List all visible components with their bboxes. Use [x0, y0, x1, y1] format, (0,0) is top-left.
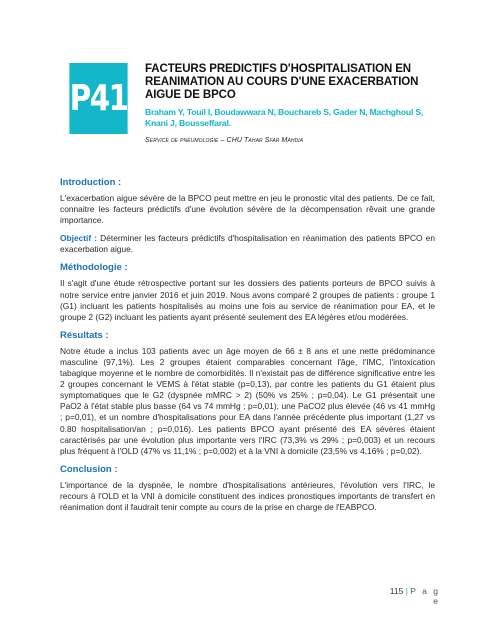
conclusion-text: L'importance de la dyspnée, le nombre d'hospitalisations antérieures, l'évolution vers l'IRC, le recours à l'OLD et la VNI à domicile constituent des indices pronostiques importants de transfert en réanimation dont il faudrait tenir compte au cours de la prise en charge de l'EABPCO. [60, 479, 435, 512]
poster-code-badge [69, 63, 127, 134]
service-name: CHU Tahar Sfar Mahdia [226, 137, 304, 144]
poster-title: FACTEURS PREDICTIFS D'HOSPITALISATION EN REANIMATION AU COURS D'UNE EXACERBATION AIGUE DE BPCO [145, 63, 419, 101]
introduction-text: L'exacerbation aigue sévère de la BPCO peut mettre en jeu le pronostic vital des patients. De ce fait, connaitre les facteurs prédictifs d'une évolution sévère de la décompensation rêvait une grande importance. [60, 193, 435, 226]
abstract-body [60, 177, 435, 513]
poster-service [145, 137, 445, 144]
poster-code: P41 [69, 78, 128, 119]
objective-paragraph [60, 233, 435, 255]
objective-label: Objectif : [60, 233, 98, 244]
results-heading: Résultats : [60, 329, 109, 341]
page-number: 115 [389, 586, 404, 596]
service-prefix: Service de pneumologie – [145, 137, 225, 144]
introduction-heading: Introduction : [60, 177, 122, 188]
page-footer [380, 586, 440, 606]
page-label: P a g e [410, 586, 440, 606]
conclusion-heading: Conclusion : [60, 463, 118, 475]
poster-authors: Braham Y, Touil I, Boudawwara N, Bouchareb S, Gader N, Machghoul S, Knani J, Bousseffaral. [145, 107, 424, 128]
methodology-text: Il s'agit d'une étude rétrospective portant sur les dossiers des patients porteurs de BPCO suivis à notre service entre janvier 2016 et juin 2019. Nous avons comparé 2 groupes de patients : groupe 1 (G1) incluant les patients hospitalisés au moins une fois au service de réanimation pour EA, et le groupe 2 (G2) incluant les patients ayant présenté seulement des EA légères et/ou modérées. [60, 278, 435, 322]
results-text: Notre étude a inclus 103 patients avec un âge moyen de 66 ± 8 ans et une nette prédominance masculine (97,1%). Les 2 groupes étaient comparables concernant l'âge, l'IMC, l'intoxication tabagique moyenne et le nombre de comorbidités. Il n'existait pas de différence significative entre les 2 groupes concernant le VEMS à l'état stable (p=0,13), par contre les patients du G1 étaient plus symptomatiques que le G2 (dyspnée mMRC > 2) (50% vs 25% ; p=0,04). Le G1 présentait une PaO2 à l'état stable plus basse (64 vs 74 mmHg ; p=0,01), une PaCO2 plus élevée (46 vs 41 mmHg ; p=0,01), et un nombre d'hospitalisations pour EA dans l'année précédente plus important (1,27 vs 0.80 hospitalisation/an ; p=0,016). Les patients BPCO ayant présenté des EA sévères étaient caractérisés par une évolution plus importante vers l'IRC (73,3% vs 29% ; p=0,003) et un recours plus fréquent à l'OLD (47% vs 11,1% ; p=0,002) et à la VNI à domicile (23,5% vs 4,16% ; p=0,02). [60, 345, 435, 456]
objective-text: Déterminer les facteurs prédictifs d'hospitalisation en réanimation des patients BPCO en exacerbation aigue. [60, 233, 435, 255]
poster-header [145, 63, 445, 144]
methodology-heading: Méthodologie : [60, 262, 128, 274]
footer-separator: | [405, 586, 408, 596]
